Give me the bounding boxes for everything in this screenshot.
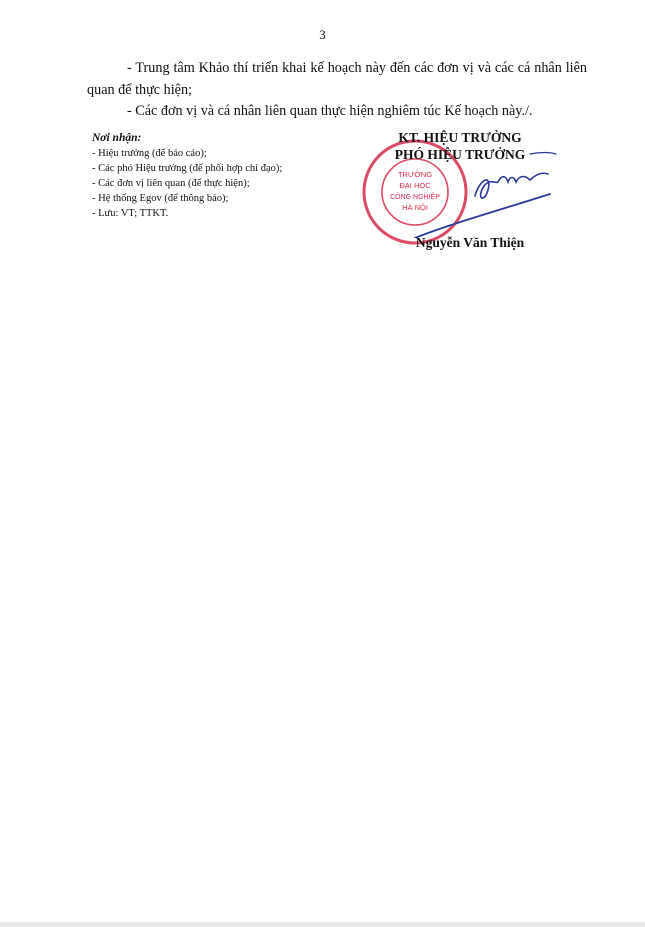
recipient-item: - Lưu: VT; TTKT. <box>92 208 169 219</box>
handwritten-signature <box>380 138 560 238</box>
recipient-item: - Hiệu trưởng (để báo cáo); <box>92 148 207 159</box>
stamp-text-line: ĐẠI HỌC <box>399 181 431 190</box>
body-paragraph-2: - Các đơn vị và cá nhân liên quan thực hiện nghiêm túc Kế hoạch này./. <box>127 103 533 119</box>
recipients-list <box>92 146 352 221</box>
body-paragraph-1: - Trung tâm Khảo thí triển khai kế hoạch này đến các đơn vị và các cá nhân liên quan để thực hiện; <box>87 60 587 98</box>
recipient-item: - Các phó Hiệu trưởng (để phối hợp chỉ đạo); <box>92 163 283 174</box>
body-text <box>87 58 587 123</box>
signer-name: Nguyễn Văn Thiện <box>415 235 525 250</box>
recipient-item: - Các đơn vị liên quan (để thực hiện); <box>92 178 250 189</box>
page-number: 3 <box>319 27 326 42</box>
signature-block <box>360 128 560 258</box>
recipients-title: Nơi nhận: <box>92 132 142 144</box>
recipients-block <box>92 131 352 221</box>
signature-title-line1: KT. HIỆU TRƯỞNG <box>398 130 522 145</box>
signature-title-line2: PHÓ HIỆU TRƯỞNG <box>394 147 526 162</box>
stamp-text-line: HÀ NỘI <box>402 203 428 212</box>
stamp-text-line: TRƯỜNG <box>397 170 433 179</box>
viewer-footer-bar <box>0 922 645 927</box>
recipient-item: - Hệ thống Egov (để thông báo); <box>92 193 229 204</box>
stamp-text-line: CÔNG NGHIỆP <box>390 194 440 201</box>
